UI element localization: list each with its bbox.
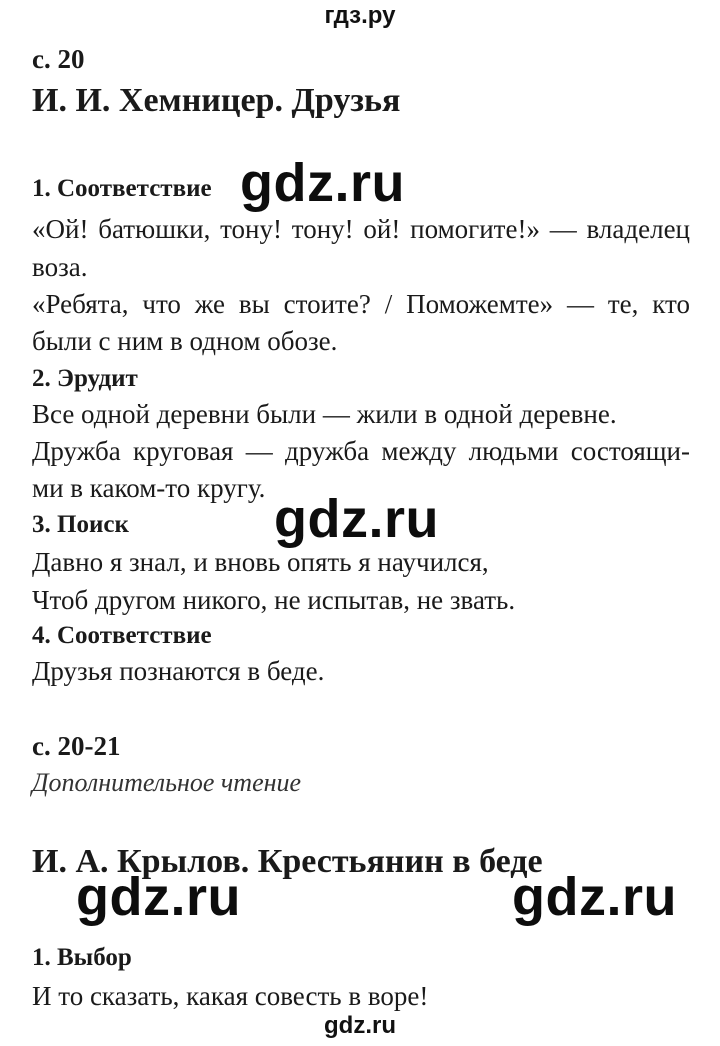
answer-line: Чтоб другом никого, не испытав, не звать. bbox=[32, 585, 516, 615]
watermark-big: gdz.ru bbox=[512, 867, 677, 927]
watermark-big: gdz.ru bbox=[274, 489, 439, 549]
section-title: И. А. Крылов. Крестьянин в беде bbox=[32, 843, 543, 880]
watermark-big: gdz.ru bbox=[240, 153, 405, 213]
answer-line: Все одной деревни были — жили в одной деревне. bbox=[32, 399, 617, 429]
answer-line: ми в каком-то кругу. bbox=[32, 473, 266, 503]
task-heading: 4. Соответствие bbox=[32, 622, 212, 649]
answer-line: «Ребята, что же вы стоите? / Поможемте» — те, кто bbox=[32, 289, 690, 319]
watermark-big: gdz.ru bbox=[76, 867, 241, 927]
page-reference: с. 20 bbox=[32, 44, 85, 74]
answer-line: воза. bbox=[32, 252, 88, 282]
watermark-bottom: gdz.ru bbox=[324, 1012, 396, 1039]
task-heading: 1. Соответствие bbox=[32, 175, 212, 202]
answer-line: И то сказать, какая совесть в воре! bbox=[32, 981, 429, 1011]
page-reference: с. 20-21 bbox=[32, 731, 121, 761]
section-title: И. И. Хемницер. Друзья bbox=[32, 82, 401, 119]
additional-reading-note: Дополнительное чтение bbox=[32, 768, 302, 797]
answer-line: «Ой! батюшки, тону! тону! ой! помогите!» — владелец bbox=[32, 214, 690, 244]
watermark-top: гдз.ру bbox=[324, 2, 396, 29]
answer-line: Дружба круговая — дружба между людьми состоящи- bbox=[32, 436, 690, 466]
task-heading: 2. Эрудит bbox=[32, 365, 138, 392]
answer-line: Давно я знал, и вновь опять я научился, bbox=[32, 547, 489, 577]
answer-line: Друзья познаются в беде. bbox=[32, 656, 325, 686]
answer-line: были с ним в одном обозе. bbox=[32, 326, 338, 356]
task-heading: 1. Выбор bbox=[32, 944, 132, 971]
task-heading: 3. Поиск bbox=[32, 511, 129, 538]
